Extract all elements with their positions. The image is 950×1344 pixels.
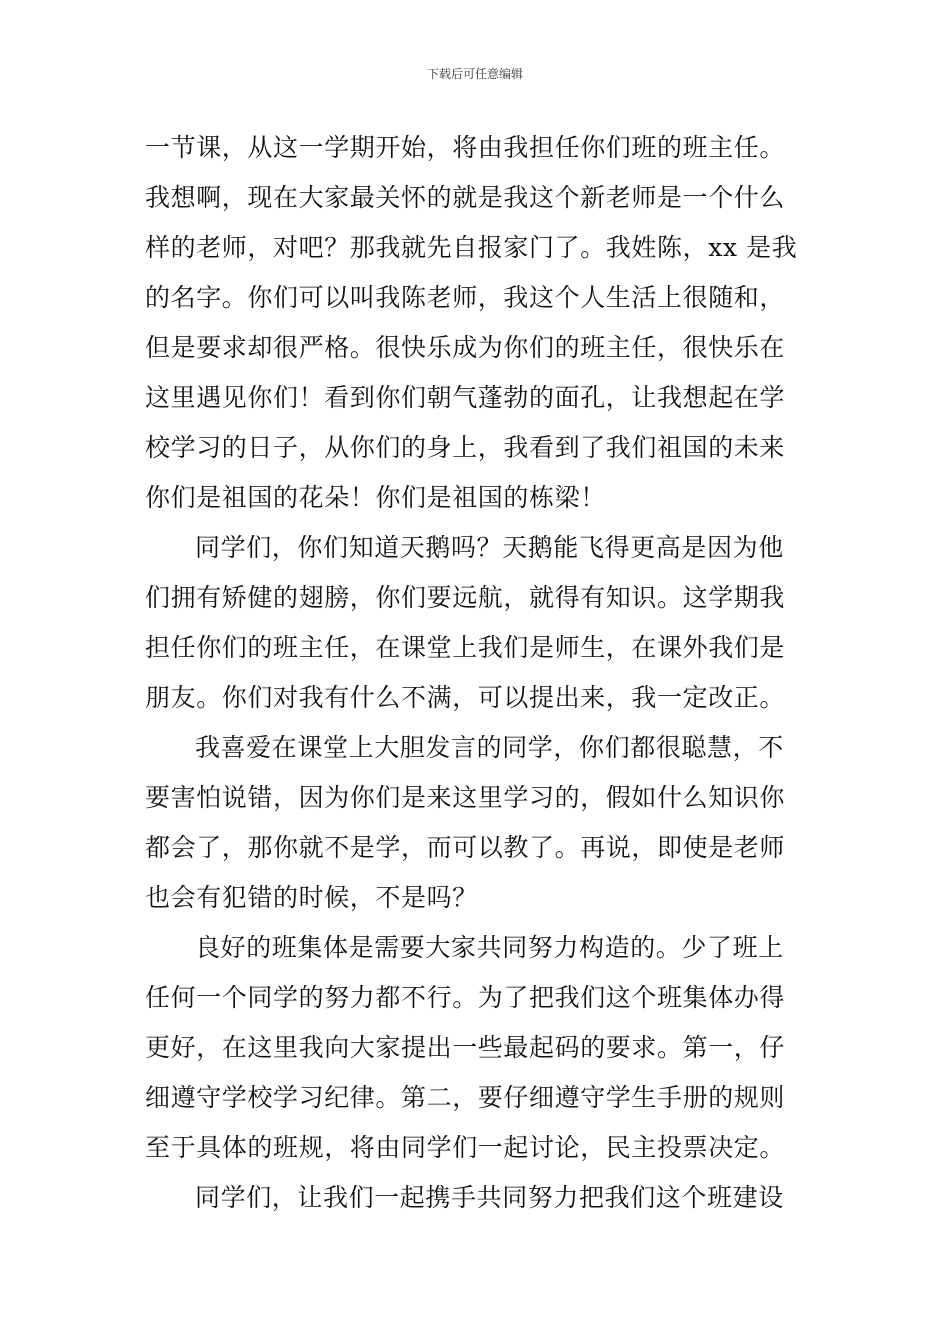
text-line: 我想啊，现在大家最关怀的就是我这个新老师是一个什么 — [145, 183, 786, 212]
text-line: 校学习的日子，从你们的身上，我看到了我们祖国的未来 — [145, 433, 786, 462]
text-line: 朋友。你们对我有什么不满，可以提出来，我一定改正。 — [145, 683, 786, 712]
text-line: 任何一个同学的努力都不行。为了把我们这个班集体办得 — [145, 983, 786, 1012]
text-line: 担任你们的班主任，在课堂上我们是师生，在课外我们是 — [145, 633, 786, 662]
text-line: 良好的班集体是需要大家共同努力构造的。少了班上 — [195, 933, 784, 962]
document-body — [145, 123, 810, 1223]
text-line: 但是要求却很严格。很快乐成为你们的班主任，很快乐在 — [145, 333, 786, 362]
text-line: 我喜爱在课堂上大胆发言的同学，你们都很聪慧，不 — [195, 733, 784, 762]
text-line: 同学们，你们知道天鹅吗？天鹅能飞得更高是因为他 — [195, 533, 784, 562]
text-line: 也会有犯错的时候，不是吗？ — [145, 883, 478, 912]
text-line: 细遵守学校学习纪律。第二，要仔细遵守学生手册的规则 — [145, 1083, 786, 1112]
text-line: 更好，在这里我向大家提出一些最起码的要求。第一，仔 — [145, 1033, 786, 1062]
text-line: 你们是祖国的花朵！你们是祖国的栋梁！ — [145, 483, 606, 512]
text-line: 样的老师，对吧？那我就先自报家门了。我姓陈，xx 是我 — [145, 233, 798, 262]
text-line: 的名字。你们可以叫我陈老师，我这个人生活上很随和， — [145, 283, 786, 312]
text-line: 要害怕说错，因为你们是来这里学习的，假如什么知识你 — [145, 783, 786, 812]
text-line: 同学们，让我们一起携手共同努力把我们这个班建设 — [195, 1183, 784, 1212]
page-header: 下载后可任意编辑 — [426, 67, 523, 81]
text-line: 至于具体的班规，将由同学们一起讨论，民主投票决定。 — [145, 1133, 786, 1162]
text-line: 这里遇见你们！看到你们朝气蓬勃的面孔，让我想起在学 — [145, 383, 786, 412]
text-line: 都会了，那你就不是学，而可以教了。再说，即使是老师 — [145, 833, 786, 862]
text-line: 们拥有矫健的翅膀，你们要远航，就得有知识。这学期我 — [145, 583, 786, 612]
text-line: 一节课，从这一学期开始，将由我担任你们班的班主任。 — [145, 133, 786, 162]
